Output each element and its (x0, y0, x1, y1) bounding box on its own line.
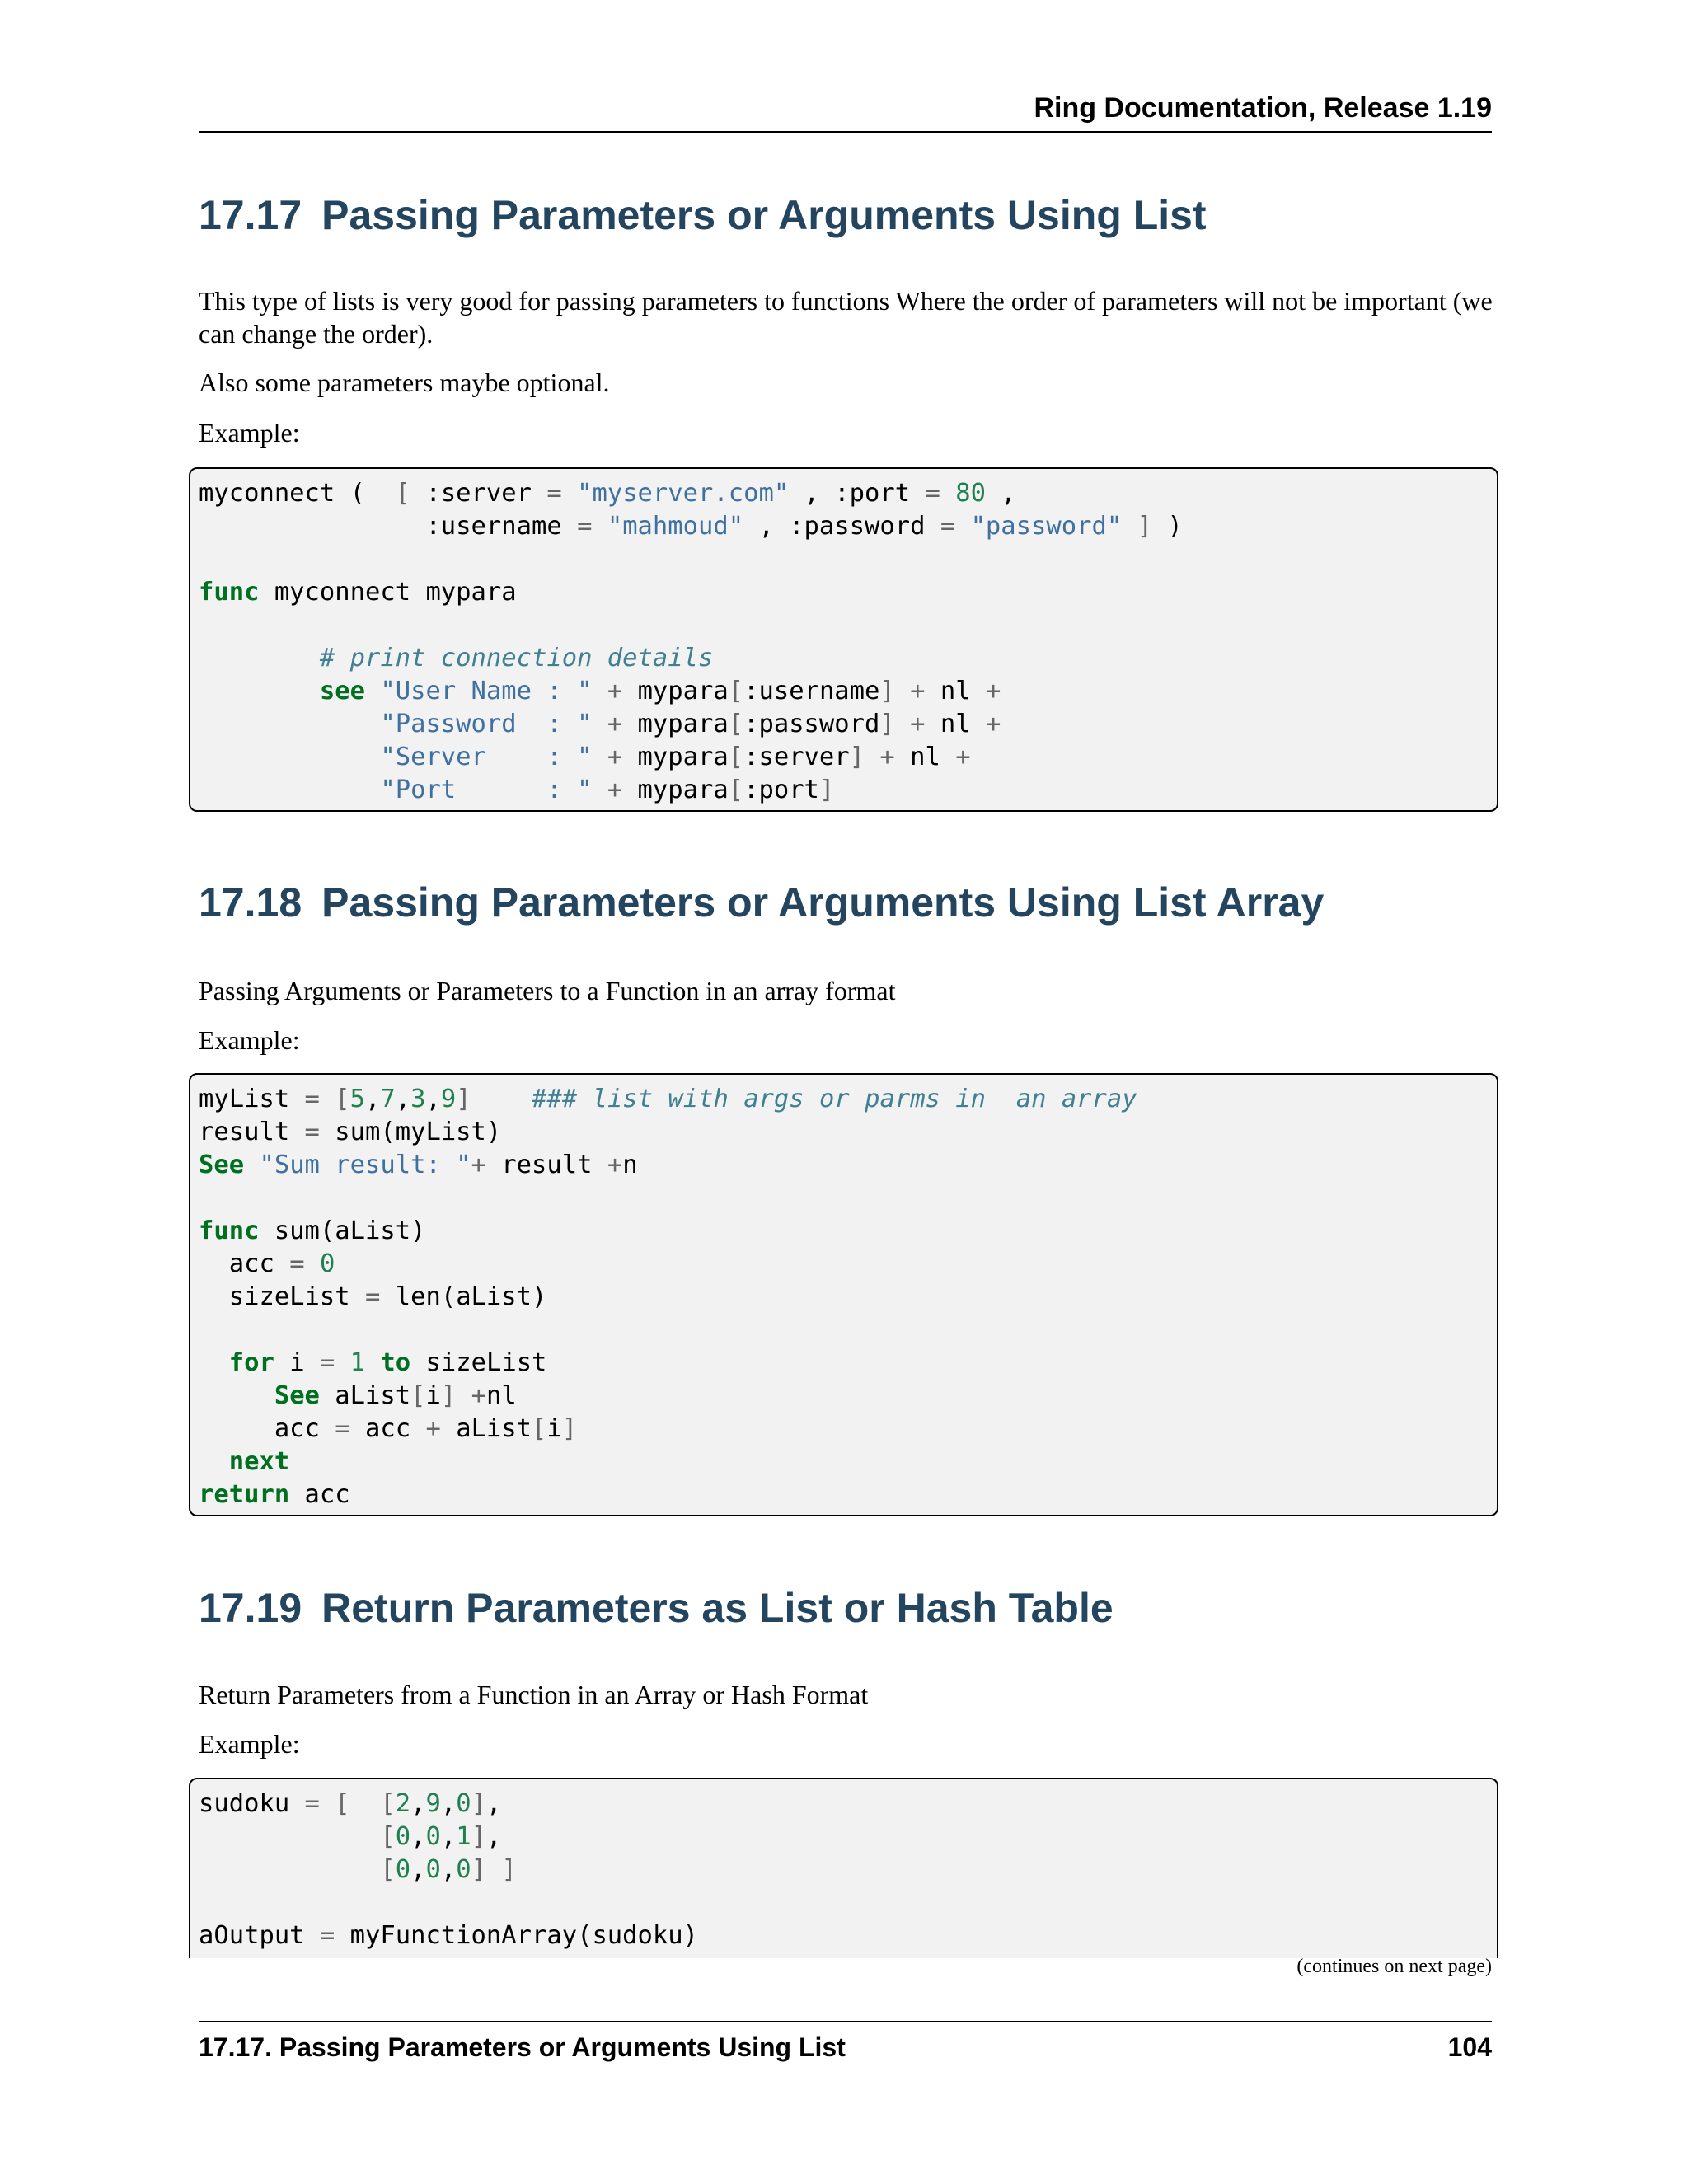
section-number: 17.18 (199, 879, 302, 926)
paragraph: Passing Arguments or Parameters to a Function in an array format (199, 976, 896, 1005)
code-listing: myList = [5,7,3,9] ### list with args or parms in an array result = sum(myList) See "Sum result: "+ result +n func sum(aList) acc = 0 sizeList = len(aList) for i = 1 to sizeList See aList[i] +nl acc = acc + aList[i] next return acc (199, 1085, 1137, 1509)
page-header: Ring Documentation, Release 1.19 (199, 92, 1492, 133)
section-title: Passing Parameters or Arguments Using List (321, 192, 1207, 238)
page-number: 104 (1447, 2032, 1492, 2062)
section-heading-17-19 (199, 1584, 1114, 1632)
code-block (189, 1778, 1498, 1958)
section-title: Passing Parameters or Arguments Using List Array (321, 879, 1325, 926)
code-listing: myconnect ( [ :server = "myserver.com" , :port = 80 , :username = "mahmoud" , :password = "password" ] ) func myconnect mypara # print connection details see "User Name : " + mypara[:username] + nl + "Password : " + mypara[:password] + nl + "Server : " + mypara[:server] + nl + "Port : " + mypara[:port] (199, 479, 1183, 804)
section-heading-17-17 (199, 191, 1207, 239)
section-number: 17.19 (199, 1585, 302, 1631)
footer-rule (199, 2021, 1492, 2022)
continues-note: (continues on next page) (1296, 1956, 1492, 1977)
footer-section-title: 17.17. Passing Parameters or Arguments Using List (199, 2032, 846, 2062)
code-block (189, 1073, 1498, 1516)
section-title: Return Parameters as List or Hash Table (321, 1585, 1114, 1631)
code-listing: sudoku = [ [2,9,0], [0,0,1], [0,0,0] ] aOutput = myFunctionArray(sudoku) (199, 1789, 698, 1950)
section-heading-17-18 (199, 879, 1324, 926)
paragraph: Example: (199, 418, 300, 448)
paragraph: This type of lists is very good for passing parameters to functions Where the order of parameters will not be important (we can change the order). (199, 286, 1493, 349)
paragraph: Return Parameters from a Function in an Array or Hash Format (199, 1680, 869, 1709)
section-number: 17.17 (199, 192, 302, 238)
paragraph: Also some parameters maybe optional. (199, 368, 610, 397)
paragraph: Example: (199, 1729, 300, 1759)
paragraph: Example: (199, 1025, 300, 1055)
code-block (189, 467, 1498, 812)
